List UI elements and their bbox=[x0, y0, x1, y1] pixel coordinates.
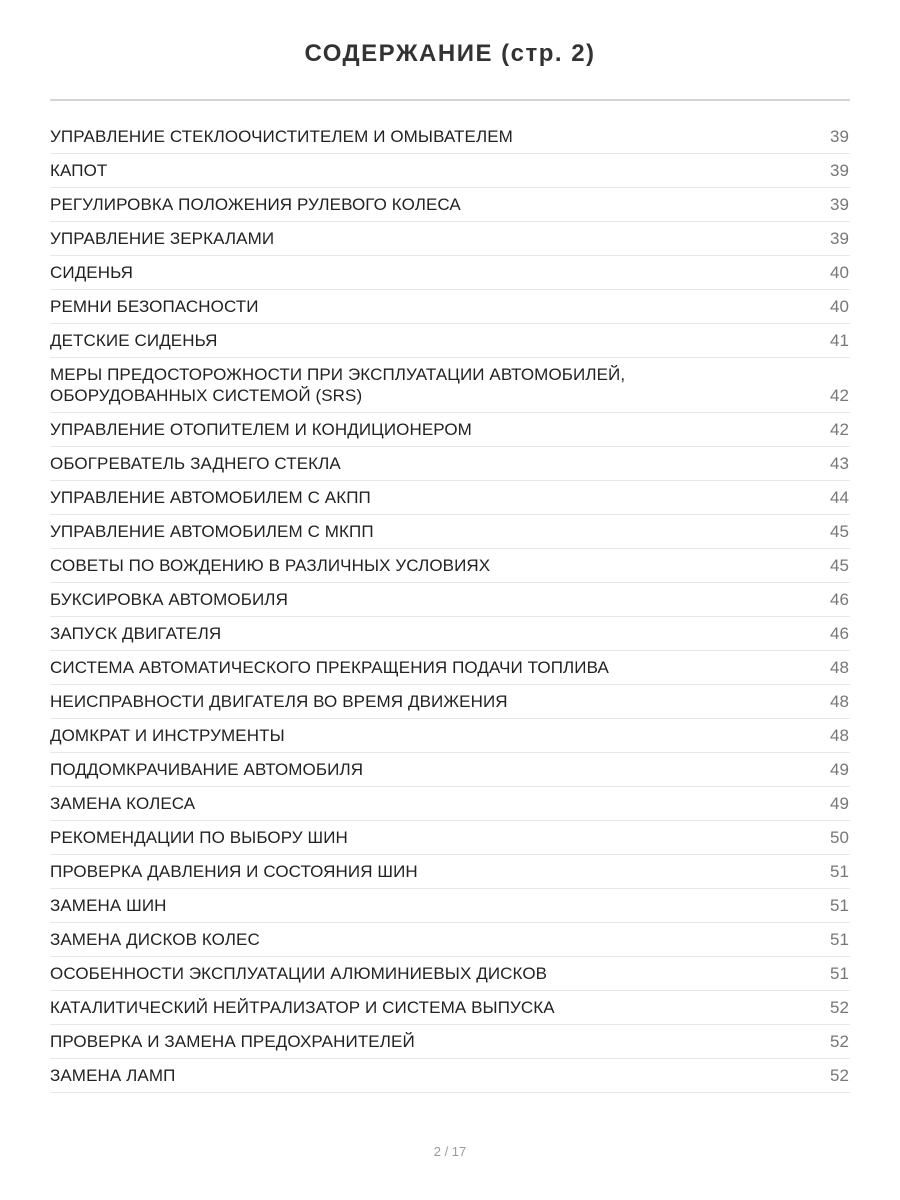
toc-entry-title-line: ЗАМЕНА ШИН bbox=[50, 896, 167, 915]
toc-entry[interactable] bbox=[50, 549, 850, 583]
toc-entry-title bbox=[50, 290, 259, 317]
toc-entry-title bbox=[50, 821, 348, 848]
toc-entry-page-number: 52 bbox=[830, 998, 849, 1017]
toc-entry-title-line: РЕГУЛИРОВКА ПОЛОЖЕНИЯ РУЛЕВОГО КОЛЕСА bbox=[50, 195, 461, 214]
toc-entry-page-number: 50 bbox=[830, 828, 849, 847]
toc-entry-title-line: ЗАМЕНА ДИСКОВ КОЛЕС bbox=[50, 930, 260, 949]
toc-entry-title-line: СОВЕТЫ ПО ВОЖДЕНИЮ В РАЗЛИЧНЫХ УСЛОВИЯХ bbox=[50, 556, 491, 575]
toc-entry-title bbox=[50, 889, 167, 916]
toc-entry-title-line: УПРАВЛЕНИЕ ОТОПИТЕЛЕМ И КОНДИЦИОНЕРОМ bbox=[50, 420, 472, 439]
toc-entry-title-line: ОСОБЕННОСТИ ЭКСПЛУАТАЦИИ АЛЮМИНИЕВЫХ ДИСКОВ bbox=[50, 964, 548, 983]
toc-entry-title-line: ЗАМЕНА ЛАМП bbox=[50, 1066, 176, 1085]
toc-entry-title bbox=[50, 719, 285, 746]
toc-entry[interactable] bbox=[50, 923, 850, 957]
toc-entry[interactable] bbox=[50, 222, 850, 256]
toc-entry-title bbox=[50, 154, 107, 181]
toc-entry-page-number: 39 bbox=[830, 127, 849, 146]
toc-entry[interactable] bbox=[50, 1025, 850, 1059]
toc-entry-title bbox=[50, 923, 260, 950]
toc-entry[interactable] bbox=[50, 447, 850, 481]
toc-entry-title-line: МЕРЫ ПРЕДОСТОРОЖНОСТИ ПРИ ЭКСПЛУАТАЦИИ АВТОМОБИЛЕЙ, bbox=[50, 365, 626, 384]
toc-entry-title-line: РЕМНИ БЕЗОПАСНОСТИ bbox=[50, 297, 259, 316]
toc-entry-page-number: 52 bbox=[830, 1032, 849, 1051]
toc-entry-title bbox=[50, 651, 609, 678]
toc-entry[interactable] bbox=[50, 787, 850, 821]
toc-entry-page-number: 46 bbox=[830, 624, 849, 643]
toc-entry-title-line: РЕКОМЕНДАЦИИ ПО ВЫБОРУ ШИН bbox=[50, 828, 348, 847]
toc-entry[interactable] bbox=[50, 256, 850, 290]
toc-entry[interactable] bbox=[50, 154, 850, 188]
toc-entry[interactable] bbox=[50, 991, 850, 1025]
toc-entry-page-number: 42 bbox=[830, 386, 849, 405]
toc-entry-title-line: ПРОВЕРКА ДАВЛЕНИЯ И СОСТОЯНИЯ ШИН bbox=[50, 862, 418, 881]
toc-entry-page-number: 51 bbox=[830, 964, 849, 983]
toc-entry-title-line: ЗАМЕНА КОЛЕСА bbox=[50, 794, 196, 813]
toc-entry-title-line: СИСТЕМА АВТОМАТИЧЕСКОГО ПРЕКРАЩЕНИЯ ПОДАЧИ ТОПЛИВА bbox=[50, 658, 609, 677]
toc-entry-title-line: ПОДДОМКРАЧИВАНИЕ АВТОМОБИЛЯ bbox=[50, 760, 364, 779]
toc-entry-title bbox=[50, 447, 341, 474]
toc-entry-page-number: 44 bbox=[830, 488, 849, 507]
toc-entry[interactable] bbox=[50, 719, 850, 753]
toc-entry-title-line: ДОМКРАТ И ИНСТРУМЕНТЫ bbox=[50, 726, 285, 745]
toc-entry-title-line: ПРОВЕРКА И ЗАМЕНА ПРЕДОХРАНИТЕЛЕЙ bbox=[50, 1032, 415, 1051]
toc-entry-title-line: ОБОГРЕВАТЕЛЬ ЗАДНЕГО СТЕКЛА bbox=[50, 454, 341, 473]
toc-entry[interactable] bbox=[50, 1059, 850, 1093]
toc-entry[interactable] bbox=[50, 753, 850, 787]
toc-entry[interactable] bbox=[50, 855, 850, 889]
toc-entry-title bbox=[50, 358, 625, 406]
toc-entry[interactable] bbox=[50, 583, 850, 617]
toc-entry-title bbox=[50, 256, 133, 283]
toc-entry-page-number: 39 bbox=[830, 161, 849, 180]
toc-entry-title bbox=[50, 481, 371, 508]
toc-entry-page-number: 43 bbox=[830, 454, 849, 473]
toc-entry[interactable] bbox=[50, 617, 850, 651]
page-indicator: 2 / 17 bbox=[433, 1144, 467, 1159]
toc-entry[interactable] bbox=[50, 821, 850, 855]
toc-entry[interactable] bbox=[50, 957, 850, 991]
toc-entry-page-number: 45 bbox=[830, 556, 849, 575]
toc-entry-page-number: 51 bbox=[830, 930, 849, 949]
toc-entry-page-number: 49 bbox=[830, 794, 849, 813]
toc-entry-title bbox=[50, 753, 363, 780]
toc-entry[interactable] bbox=[50, 188, 850, 222]
toc-entry-page-number: 48 bbox=[830, 658, 849, 677]
toc-entry-page-number: 39 bbox=[830, 195, 849, 214]
toc-entry-title-line: КАТАЛИТИЧЕСКИЙ НЕЙТРАЛИЗАТОР И СИСТЕМА ВЫПУСКА bbox=[50, 998, 555, 1017]
toc-entry-title bbox=[50, 957, 547, 984]
toc-entry-page-number: 46 bbox=[830, 590, 849, 609]
toc-entry-title-line: УПРАВЛЕНИЕ ЗЕРКАЛАМИ bbox=[50, 229, 275, 248]
toc-entry-title bbox=[50, 188, 461, 215]
toc-entry-page-number: 40 bbox=[830, 263, 849, 282]
toc-entry[interactable] bbox=[50, 290, 850, 324]
toc-entry-title-line: ОБОРУДОВАННЫХ СИСТЕМОЙ (SRS) bbox=[50, 386, 363, 405]
toc-entry[interactable] bbox=[50, 120, 850, 154]
toc-entry-page-number: 40 bbox=[830, 297, 849, 316]
table-of-contents bbox=[50, 120, 850, 1093]
toc-entry-page-number: 42 bbox=[830, 420, 849, 439]
page-title: СОДЕРЖАНИЕ (стр. 2) bbox=[304, 40, 596, 67]
toc-entry-title-line: ЗАПУСК ДВИГАТЕЛЯ bbox=[50, 624, 222, 643]
toc-entry-title bbox=[50, 515, 374, 542]
toc-entry-title bbox=[50, 549, 490, 576]
toc-entry-page-number: 49 bbox=[830, 760, 849, 779]
toc-entry[interactable] bbox=[50, 651, 850, 685]
toc-entry-title bbox=[50, 787, 195, 814]
toc-entry-title bbox=[50, 222, 274, 249]
toc-entry-page-number: 41 bbox=[830, 331, 849, 350]
toc-entry-title-line: УПРАВЛЕНИЕ СТЕКЛООЧИСТИТЕЛЕМ И ОМЫВАТЕЛЕМ bbox=[50, 127, 513, 146]
toc-entry-title-line: НЕИСПРАВНОСТИ ДВИГАТЕЛЯ ВО ВРЕМЯ ДВИЖЕНИЯ bbox=[50, 692, 508, 711]
toc-entry[interactable] bbox=[50, 685, 850, 719]
toc-entry-page-number: 52 bbox=[830, 1066, 849, 1085]
toc-entry-page-number: 39 bbox=[830, 229, 849, 248]
toc-entry-title bbox=[50, 991, 555, 1018]
toc-entry-page-number: 51 bbox=[830, 862, 849, 881]
toc-entry-title bbox=[50, 324, 218, 351]
toc-entry-page-number: 45 bbox=[830, 522, 849, 541]
toc-entry[interactable] bbox=[50, 358, 850, 413]
toc-entry-title bbox=[50, 583, 288, 610]
title-divider bbox=[50, 99, 850, 101]
toc-entry-page-number: 51 bbox=[830, 896, 849, 915]
toc-entry-page-number: 48 bbox=[830, 726, 849, 745]
toc-entry-title-line: УПРАВЛЕНИЕ АВТОМОБИЛЕМ С АКПП bbox=[50, 488, 371, 507]
toc-entry-title-line: СИДЕНЬЯ bbox=[50, 263, 133, 282]
toc-entry-title bbox=[50, 855, 418, 882]
toc-entry[interactable] bbox=[50, 324, 850, 358]
toc-entry-title-line: УПРАВЛЕНИЕ АВТОМОБИЛЕМ С МКПП bbox=[50, 522, 374, 541]
toc-entry[interactable] bbox=[50, 889, 850, 923]
toc-entry-title bbox=[50, 1025, 415, 1052]
toc-entry-title bbox=[50, 685, 508, 712]
toc-entry[interactable] bbox=[50, 515, 850, 549]
toc-entry-title-line: ДЕТСКИЕ СИДЕНЬЯ bbox=[50, 331, 218, 350]
toc-entry-title bbox=[50, 120, 513, 147]
toc-entry-title-line: КАПОТ bbox=[50, 161, 108, 180]
toc-entry[interactable] bbox=[50, 481, 850, 515]
toc-entry-title bbox=[50, 413, 472, 440]
toc-entry-title bbox=[50, 617, 221, 644]
toc-entry[interactable] bbox=[50, 413, 850, 447]
toc-entry-page-number: 48 bbox=[830, 692, 849, 711]
toc-entry-title bbox=[50, 1059, 175, 1086]
toc-entry-title-line: БУКСИРОВКА АВТОМОБИЛЯ bbox=[50, 590, 288, 609]
